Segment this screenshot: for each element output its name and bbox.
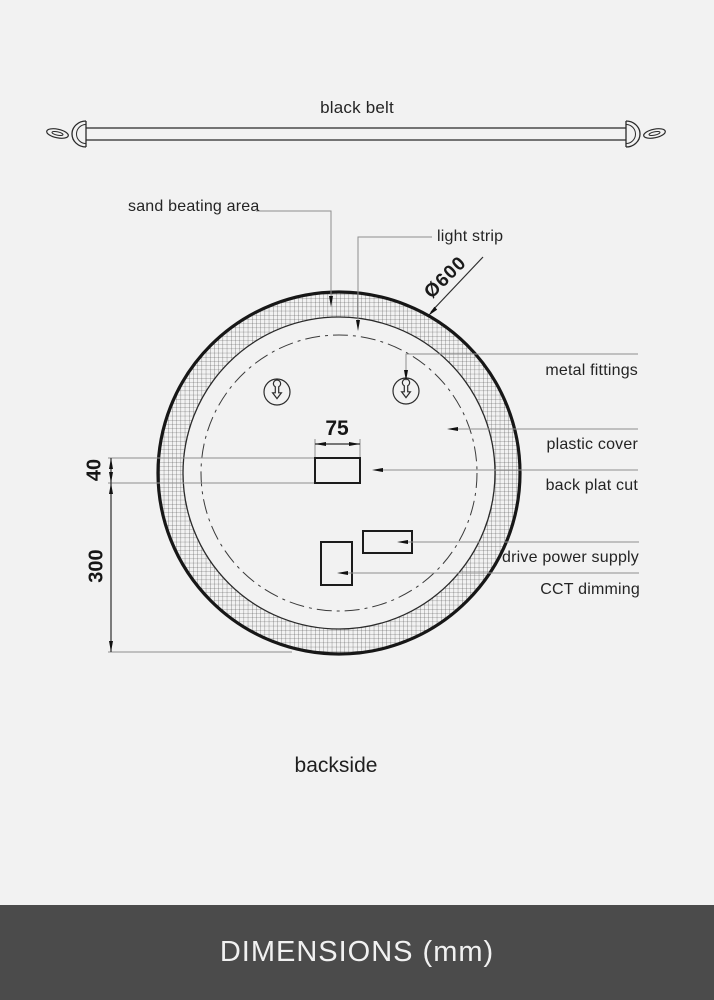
light-strip-label: light strip	[437, 228, 504, 245]
sand-beating-area-label: sand beating area	[128, 198, 260, 215]
mirror-outline	[158, 292, 520, 654]
cct-dimming-label: CCT dimming	[540, 581, 640, 598]
footer-title: DIMENSIONS (mm)	[219, 936, 495, 968]
cut-height-dimension: 40	[83, 458, 106, 482]
diameter-dimension: Ø600	[420, 252, 471, 303]
plastic-cover-label: plastic cover	[546, 436, 638, 453]
belt-drawing	[46, 121, 666, 147]
drive-power-supply-label: drive power supply	[502, 549, 639, 566]
belt-label: black belt	[320, 98, 394, 117]
view-label: backside	[294, 754, 378, 777]
cut-width-dimension: 75	[325, 417, 349, 440]
back-plat-cut-label: back plat cut	[545, 477, 638, 494]
bottom-offset-dimension: 300	[85, 549, 108, 583]
metal-fittings-label: metal fittings	[545, 362, 638, 379]
footer-bar	[0, 905, 714, 1000]
